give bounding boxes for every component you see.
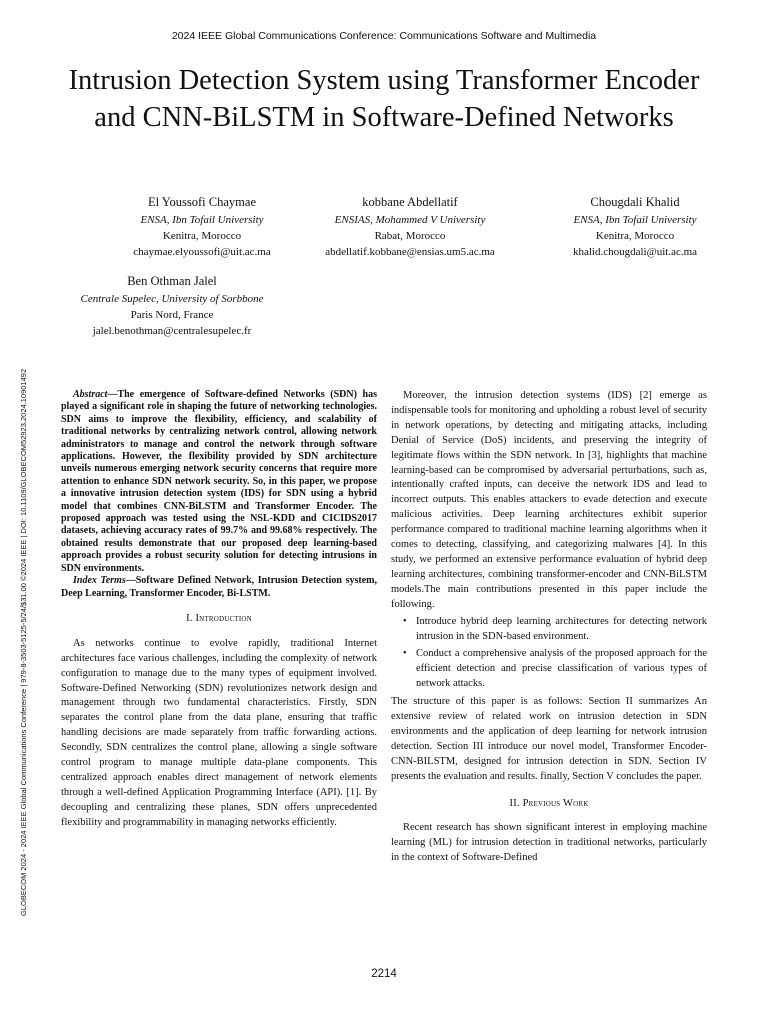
abstract-text: —The emergence of Software-defined Networks (SDN) has played a significant role in shaping the future of networking technologies. SDN aims to improve the flexibility, efficiency, and scalability of traditional networks by centralizing network control, allowing network administrators to manage and control the network through software applications. However, the flexibility provided by SDN architecture unveils numerous emerging network security concerns that require more attention to enhance SDN network security. So, in this paper, we propose a innovative intrusion detection system (IDS) for SDN using a hybrid model that combines CNN-BiLSTM and Transformer Encoder. The proposed approach was tested using the NSL-KDD and CICIDS2017 datasets, achieving accuracy rates of 99.7% and 99.68% respectively. The obtained results demonstrate that our proposed deep learning-based approach provides a robust security solution for detecting intrusions in SDN environments. — [61, 389, 377, 574]
author-block-3 — [535, 193, 735, 260]
list-item: • Introduce hybrid deep learning architectures for detecting network intrusion in the SDN-based environment. — [416, 615, 707, 645]
abstract — [61, 389, 377, 575]
page-number: 2214 — [371, 968, 397, 980]
author-name: kobbane Abdellatif — [362, 195, 458, 209]
index-terms — [61, 575, 377, 600]
author-name: Chougdali Khalid — [590, 195, 680, 209]
author-affiliation: ENSIAS, Mohammed V University — [334, 214, 486, 226]
paper-title: Intrusion Detection System using Transformer Encoder and CNN-BiLSTM in Software-Defined Networks — [68, 65, 700, 133]
author-location: Kenitra, Morocco — [162, 230, 242, 242]
index-terms-text: —Software Defined Network, Intrusion Detection system, Deep Learning, Transformer Encoder, Bi-LSTM. — [61, 575, 377, 599]
contributions-list — [391, 615, 707, 693]
doi-sidebar: GLOBECOM 2024 - 2024 IEEE Global Communications Conference | 979-8-3503-5125-5/24/$31.00 ©2024 IEEE | DOI: 10.1109/GLOBECOM52923.2024.10901492 — [19, 368, 28, 916]
list-item: • Conduct a comprehensive analysis of the proposed approach for the efficient detection and precise classification of various types of network attacks. — [416, 647, 707, 692]
author-location: Kenitra, Morocco — [595, 230, 675, 242]
intro-paragraph: As networks continue to evolve rapidly, traditional Internet architectures face various challenges, including the complexity of network configuration to manage due to the many types of equipment involved. Software-Defined Networking (SDN) revolutionizes network design and management through two fundamental characteristics. Firstly, SDN separates the control plane from the data plane, ensuring that traffic handling decisions are made separately from traffic forwarding actions. Secondly, SDN centralizes the control plane, allowing a single software control program to manage multiple data-plane components. This centralized approach enables direct management of network elements through a well-defined Application Programming Interface (API). [1]. By decoupling and centralizing these planes, SDN offers unprecedented flexibility and programmability in managing networks efficiently. — [61, 637, 377, 828]
author-name: El Youssofi Chaymae — [148, 195, 256, 209]
author-email: khalid.chougdali@uit.ac.ma — [572, 246, 698, 258]
section-title: Previous Work — [522, 797, 589, 809]
author-name: Ben Othman Jalel — [127, 274, 217, 288]
ids-paragraph: Moreover, the intrusion detection systems (IDS) [2] emerge as indispensable tools for monitoring and upholding a robust level of security in network operations, by detecting and mitigating attacks, including Denial of Service (DoS) incidents, and preserving the integrity of legitimate flows within the SDN network. In [3], highlights that machine learning-based can be compromised by adversarial perturbations, such as, intentionally crafted inputs, can deceive the network IDS and lead to incorrect outputs. This enables attackers to evade detection and execute malicious activities. Deep learning architectures exhibit superior performance compared to traditional machine learning algorithms when it comes to detecting, classifying, and categorizing malwares [4]. In this study, we performed an extensive performance evaluation of hybrid deep learning architectures, combining transformer-encoder and CNN-BiLSTM models.The main contributions presented in this paper include the following. — [391, 390, 707, 610]
structure-paragraph: The structure of this paper is as follows: Section II summarizes An extensive review of related work on intrusion detection in SDN environments and the application of deep learning for network intrusion detection. Section III introduce our novel model, Transformer Encoder-CNN-BILSTM, designed for intrusion detection in SDN. Section IV presents the evaluation and results. finally, Section V concludes the paper. — [391, 696, 707, 782]
index-terms-label: Index Terms — [73, 575, 126, 587]
section-heading-previous-work — [391, 797, 707, 812]
previous-work-paragraph: Recent research has shown significant interest in employing machine learning (ML) for intrusion detection in traditional networks, particularly in the context of Software-Defined — [391, 822, 707, 864]
abstract-label: Abstract — [73, 389, 108, 400]
section-heading-introduction — [61, 612, 377, 627]
author-location: Rabat, Morocco — [374, 230, 446, 242]
author-block-4 — [52, 272, 292, 339]
left-column — [61, 389, 377, 831]
author-email: chaymae.elyoussofi@uit.ac.ma — [133, 246, 271, 258]
section-title: Introduction — [195, 612, 252, 624]
right-column — [391, 389, 707, 866]
author-email: jalel.benothman@centralesupelec.fr — [92, 325, 252, 337]
author-affiliation: ENSA, Ibn Tofail University — [573, 214, 697, 226]
author-affiliation: Centrale Supelec, University of Sorbbone — [80, 293, 264, 305]
author-location: Paris Nord, France — [130, 309, 214, 321]
author-block-1 — [92, 193, 312, 260]
section-number: I. — [186, 612, 193, 624]
section-number: II. — [509, 797, 520, 809]
conference-header: 2024 IEEE Global Communications Conference: Communications Software and Multimedia — [171, 30, 597, 42]
author-email: abdellatif.kobbane@ensias.um5.ac.ma — [325, 246, 495, 258]
author-block-2 — [295, 193, 525, 260]
author-affiliation: ENSA, Ibn Tofail University — [140, 214, 264, 226]
